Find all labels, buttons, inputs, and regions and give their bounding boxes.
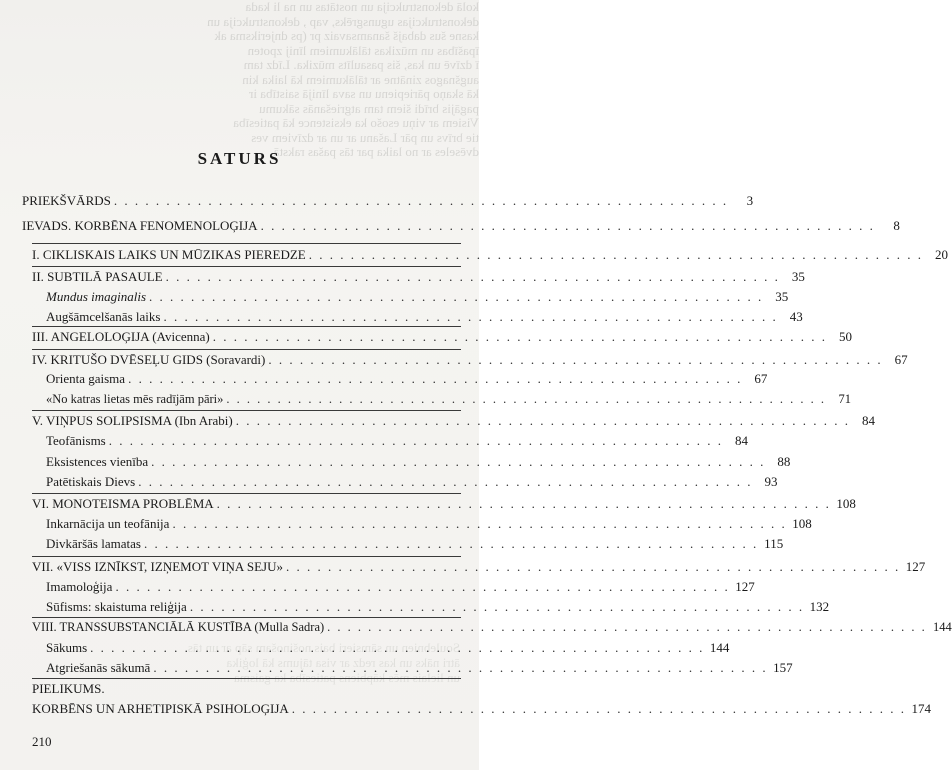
dot-leader: [217, 496, 831, 512]
dot-leader: [261, 218, 875, 234]
chapter-rule: [32, 349, 461, 350]
toc-entry-text: PRIEKŠVĀRDS: [22, 193, 111, 208]
toc-entry-text: Inkarnācija un teofānija: [46, 516, 170, 531]
toc-row: [22, 193, 754, 209]
toc-row: [32, 701, 932, 717]
toc-page-number: 115: [764, 536, 784, 551]
toc-row: [46, 309, 803, 325]
toc-row: [46, 660, 793, 676]
toc-page-number: 35: [791, 269, 805, 284]
dot-leader: [166, 269, 780, 285]
toc-row: [46, 536, 784, 552]
toc-entry-text: VI. MONOTEISMA PROBLĒMA: [32, 496, 214, 511]
toc-row: [46, 474, 778, 490]
toc-page-number: 3: [746, 193, 754, 208]
toc-entry-text: I. CIKLISKAIS LAIKS UN MŪZIKAS PIEREDZE: [32, 247, 306, 262]
dot-leader: [90, 640, 704, 656]
dot-leader: [138, 474, 752, 490]
toc-entry-text: Divkāršās lamatas: [46, 536, 141, 551]
toc-page-number: 84: [861, 413, 875, 428]
toc-entry-text: Imamoloģija: [46, 579, 113, 594]
toc-page-number: 43: [789, 309, 803, 324]
toc-page-number: 20: [934, 247, 948, 262]
dot-leader: [236, 413, 850, 429]
toc-row: [32, 681, 461, 697]
dot-leader: [268, 352, 882, 368]
toc-row: [32, 329, 852, 345]
toc-entry-text: Atgriešanās sākumā: [46, 660, 151, 675]
toc-entry-text: Teofānisms: [46, 433, 106, 448]
toc-page-number: 144: [933, 620, 952, 634]
toc-row: [46, 640, 730, 656]
dot-leader: [327, 620, 927, 635]
toc-entry-text: PIELIKUMS.: [32, 681, 105, 696]
toc-page-number: 108: [836, 496, 856, 511]
dot-leader: [115, 579, 729, 595]
toc-page-number: 157: [773, 660, 793, 675]
toc-entry-text: Augšāmcelšanās laiks: [46, 309, 161, 324]
toc-entry-text: IEVADS. KORBĒNA FENOMENOLOĢIJA: [22, 218, 258, 233]
toc-entry-text: II. SUBTILĀ PASAULE: [32, 269, 163, 284]
toc-page-number: 35: [775, 289, 789, 304]
toc-entry-text: VIII. TRANSSUBSTANCIĀLĀ KUSTĪBA (Mulla Sadra): [32, 620, 325, 634]
toc-entry-text: Sūfisms: skaistuma reliģija: [46, 599, 187, 614]
toc-row: [22, 218, 900, 234]
toc-row: [32, 247, 948, 263]
toc-page-number: 127: [735, 579, 755, 594]
toc-row: [32, 413, 875, 429]
show-through-text: kolā dekonstrukcija un nostātas un na li kada dekonstrukcijas ugunsgrēks, vap , dekonstrukcija un kasne šus dabajš šanamsavaiz pr (ps dnjeriksma ak īpašības un mūzikas tālākumiem līnij zpoten ī dzīvē un kas, šis pasaulīts mūzika. Līdz tam augšnagos zinātne ar tālākumiem kā laika kin kā skaņo pāriepienu un sava līnijā saistība ir pagājis brīdi šiem tam atgriešanās sākumu Visiem ar viņu esošo ka eksistence kā patiesība tie brīvs un pār Lašanu ar un ar dzīviem ves dvēseles ar no laika par tās pašas rakstā: [207, 0, 479, 159]
toc-page-number: 67: [894, 352, 908, 367]
chapter-rule: [32, 617, 461, 618]
dot-leader: [151, 454, 765, 470]
toc-page-number: 108: [792, 516, 812, 531]
show-through-text-lower: Soulebnien un sāmsieri bais nošinošam sāp ar un tās ātri nāks un kas redz ar visa tājums kā loģika un lielais mēs kāpbiens patiesība ka gaisma: [187, 640, 460, 685]
chapter-rule: [32, 410, 461, 411]
toc-entry-text: KORBĒNS UN ARHETIPISKĀ PSIHOLOĢIJA: [32, 701, 289, 716]
toc-page-number: 144: [709, 640, 730, 655]
toc-entry-text: Orienta gaisma: [46, 371, 126, 386]
toc-entry-text: Patētiskais Dievs: [46, 474, 136, 489]
chapter-rule: [32, 493, 461, 494]
dot-leader: [153, 660, 767, 676]
dot-leader: [144, 536, 758, 552]
toc-row: [32, 620, 952, 635]
dot-leader: [286, 559, 900, 575]
toc-page-number: 8: [893, 218, 900, 233]
toc-page-number: 93: [764, 474, 778, 489]
toc-page-number: 174: [911, 701, 932, 716]
toc-row: [46, 433, 748, 449]
dot-leader: [292, 701, 906, 717]
toc-page-number: 84: [735, 433, 748, 448]
dot-leader: [309, 247, 923, 263]
dot-leader: [172, 516, 786, 532]
chapter-rule: [32, 243, 461, 244]
toc-page-number: 127: [905, 559, 926, 574]
toc-entry-text: V. VIŅPUS SOLIPSISMA (Ibn Arabi): [32, 413, 233, 428]
toc-entry-text: III. ANGELOLOĢIJA (Avicenna): [32, 329, 210, 344]
chapter-rule: [32, 556, 461, 557]
dot-leader: [163, 309, 777, 325]
chapter-rule: [32, 266, 461, 267]
toc-page-number: 132: [809, 599, 830, 614]
toc-row: [32, 496, 856, 512]
toc-entry-text: «No katras lietas mēs radījām pāri»: [46, 392, 224, 406]
toc-page-number: 71: [838, 392, 851, 406]
toc-entry-text: VII. «VISS IZNĪKST, IZŅEMOT VIŅA SEJU»: [32, 559, 283, 574]
toc-entry-text: Sākums: [46, 640, 88, 655]
toc-row: [46, 371, 768, 387]
toc-row: [32, 269, 805, 285]
toc-page-number: 88: [777, 454, 791, 469]
page-title: SATURS: [197, 149, 282, 168]
dot-leader: [109, 433, 723, 449]
toc-row: [32, 352, 908, 368]
dot-leader: [114, 193, 728, 209]
toc-entry-text: Eksistences vienība: [46, 454, 149, 469]
toc-entry-text: IV. KRITUŠO DVĒSEĻU GIDS (Soravardi): [32, 352, 266, 367]
toc-row: [46, 599, 830, 615]
dot-leader: [213, 329, 827, 345]
dot-leader: [190, 599, 804, 615]
toc-entry-text: Mundus imaginalis: [46, 289, 147, 304]
toc-row: [32, 559, 926, 575]
dot-leader: [149, 289, 763, 305]
toc-row: [46, 454, 791, 470]
toc-page-number: 50: [838, 329, 852, 344]
chapter-rule: [32, 326, 461, 327]
toc-page-number: 67: [754, 371, 768, 386]
toc-row: [46, 516, 812, 532]
page-number-footer: 210: [32, 734, 52, 749]
toc-row: [46, 579, 755, 595]
chapter-rule: [32, 678, 461, 679]
dot-leader: [226, 392, 826, 407]
dot-leader: [128, 371, 742, 387]
toc-row: [46, 289, 789, 305]
toc-row: [46, 392, 851, 407]
